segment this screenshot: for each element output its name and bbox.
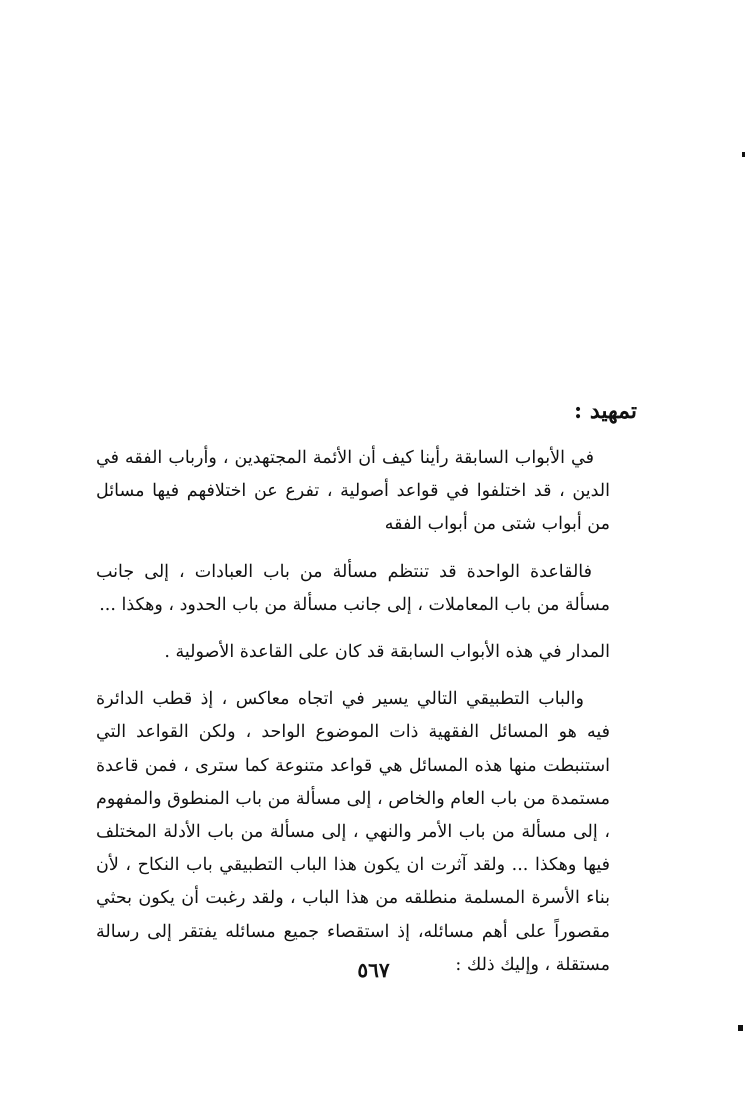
- scan-speck: [742, 152, 745, 157]
- paragraph: فالقاعدة الواحدة قد تنتظم مسألة من باب العبادات ، إلى جانب مسألة من باب المعاملات ، إلى جانب مسألة من باب الحدود ، وهكذا ...: [96, 561, 610, 615]
- body-text: [96, 442, 610, 982]
- paragraph: المدار في هذه الأبواب السابقة قد كان على القاعدة الأصولية .: [164, 642, 610, 663]
- paragraph: والباب التطبيقي التالي يسير في اتجاه معاكس ، إذ قطب الدائرة فيه هو المسائل الفقهية ذات الموضوع الواحد ، ولكن القواعد التي استنبطت منها هذه المسائل هي قواعد متنوعة كما سترى ، فمن قاعدة مستمدة من باب العام والخاص ، إلى مسألة من باب المنطوق والمفهوم ، إلى مسألة من باب الأمر والنهي ، إلى مسألة من باب الأدلة المختلف فيها وهكذا ... ولقد آثرت ان يكون هذا الباب التطبيقي باب النكاح ، لأن بناء الأسرة المسلمة منطلقه من هذا الباب ، ولقد رغبت أن يكون بحثي مقصوراً على أهم مسائله، إذ استقصاء جميع مسائله يفتقر إلى رسالة مستقلة ، وإليك ذلك :: [96, 689, 610, 975]
- paragraph: في الأبواب السابقة رأينا كيف أن الأئمة المجتهدين ، وأرباب الفقه في الدين ، قد اختلفوا في قواعد أصولية ، تفرع عن اختلافهم فيها مسائل من أبواب شتى من أبواب الفقه: [96, 448, 610, 535]
- section-heading: تمهيد :: [574, 398, 637, 424]
- page-number: ٥٦٧: [357, 958, 390, 982]
- scan-speck: [738, 1025, 743, 1031]
